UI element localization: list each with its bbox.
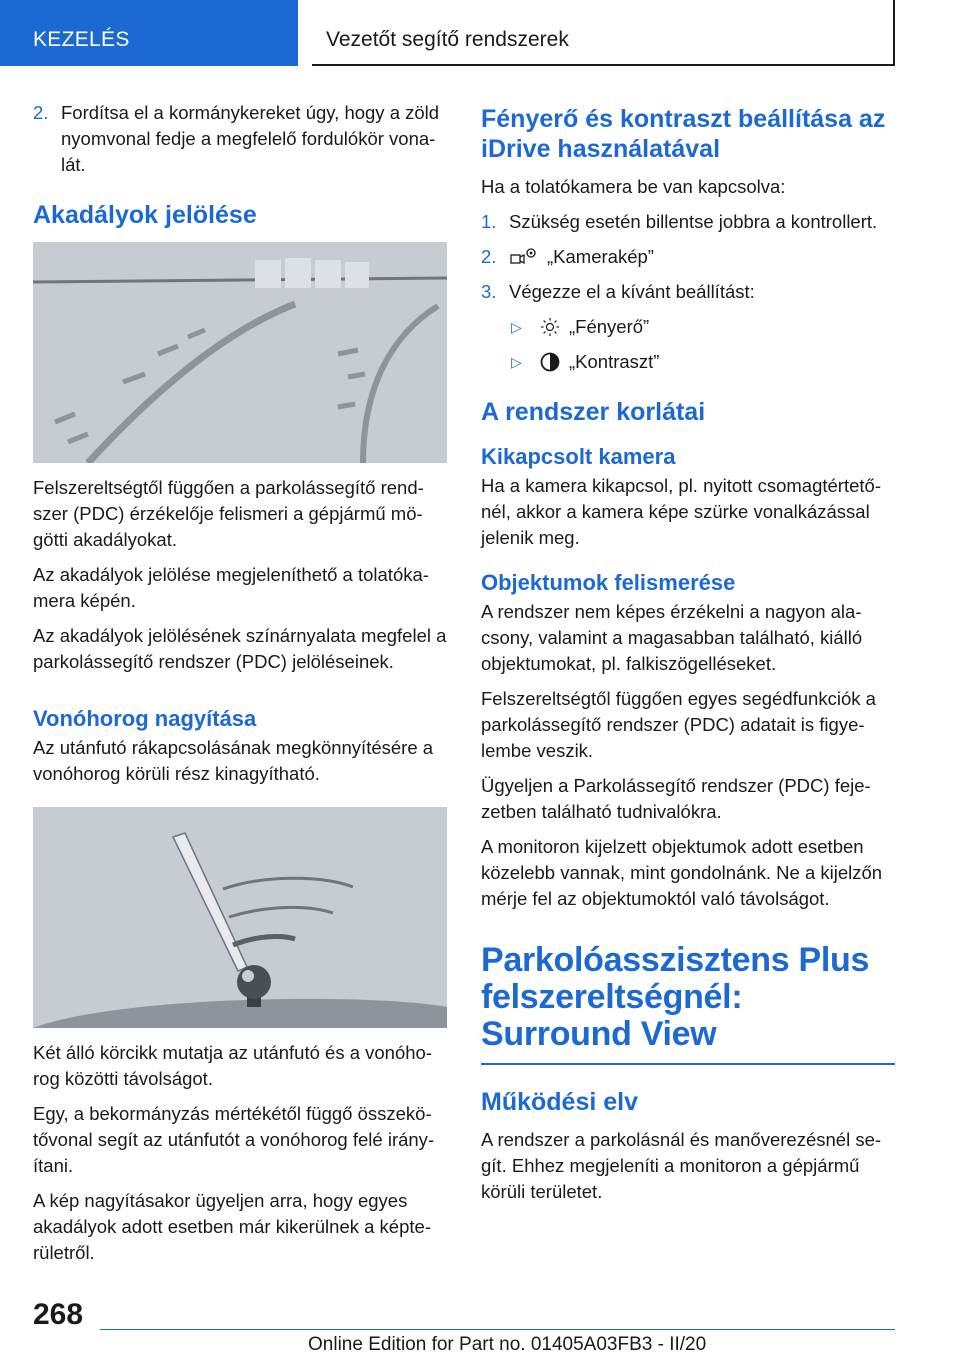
camera-settings-icon bbox=[509, 244, 547, 270]
header-chapter-label: Vezetőt segítő rendszerek bbox=[326, 28, 569, 51]
bullet-text: „Fényerő” bbox=[569, 316, 650, 337]
step-number: 3. bbox=[481, 281, 497, 302]
obstacle-marking-figure bbox=[33, 242, 447, 463]
paragraph: Felszereltségtől függően egyes segédfunkciók a parkolássegítő rendszer (PDC) adatait is figyelembe veszik. bbox=[481, 688, 876, 761]
left-column bbox=[33, 100, 449, 1275]
section-heading-brightness: Fényerő és kontraszt beállítása az iDrive használatával bbox=[481, 105, 886, 163]
paragraph: Ha a tolatókamera be van kapcsolva: bbox=[481, 176, 786, 197]
paragraph: A monitoron kijelzett objektumok adott esetben közelebb vannak, mint gondolnánk. Ne a kijelzőn mérje fel az objektumoktól való távolságot. bbox=[481, 836, 883, 909]
header-chapter-box bbox=[312, 0, 895, 66]
obstacle-marking-illustration bbox=[33, 242, 447, 463]
paragraph: A rendszer nem képes érzékelni a nagyon alacsony, valamint a magasabban található, kiálló objektumokat, pl. falkiszögelléseket. bbox=[481, 601, 863, 674]
footer-edition-text: Online Edition for Part no. 01405A03FB3 - II/20 bbox=[308, 1334, 707, 1355]
section-heading-principle: Működési elv bbox=[481, 1088, 638, 1116]
triangle-bullet-icon: ▷ bbox=[511, 354, 522, 370]
header-section-label: KEZELÉS bbox=[33, 28, 130, 51]
step-number: 2. bbox=[33, 102, 49, 123]
step-text: Végezze el a kívánt beállítást: bbox=[509, 281, 755, 302]
contrast-icon bbox=[539, 351, 569, 373]
paragraph: Ügyeljen a Parkolássegítő rendszer (PDC) fejezetben található tudnivalókra. bbox=[481, 775, 871, 822]
bullet-text: „Kontraszt” bbox=[569, 351, 660, 372]
chapter-heading-surround-view: Parkolóasszisztens Plus felszereltségnél: Surround View bbox=[481, 941, 870, 1053]
bullet-item bbox=[481, 349, 895, 375]
paragraph: Felszereltségtől függően a parkolássegítő rendszer (PDC) érzékelője felismeri a gépjármű mögötti akadályokat. bbox=[33, 477, 424, 550]
step-text: Fordítsa el a kormánykereket úgy, hogy a zöld nyomvonal fedje a megfelelő fordulókör vonalát. bbox=[61, 102, 440, 175]
paragraph: A rendszer a parkolásnál és manőverezésnél segít. Ehhez megjeleníti a monitoron a gépjármű körüli területet. bbox=[481, 1129, 882, 1202]
step-text: Szükség esetén billentse jobbra a kontrollert. bbox=[509, 211, 878, 232]
page-number: 268 bbox=[33, 1298, 84, 1331]
step-text: „Kamerakép” bbox=[547, 246, 654, 267]
section-heading-obstacles: Akadályok jelölése bbox=[33, 201, 257, 229]
section-heading-limits: A rendszer korlátai bbox=[481, 398, 706, 426]
step-number: 1. bbox=[481, 211, 497, 232]
hitch-zoom-illustration bbox=[33, 807, 447, 1028]
subsection-heading-objects: Objektumok felismerése bbox=[481, 570, 736, 595]
footer-divider bbox=[100, 1329, 895, 1330]
paragraph: Ha a kamera kikapcsol, pl. nyitott csomagtértetőnél, akkor a kamera képe szürke vonalkázással jelenik meg. bbox=[481, 475, 881, 548]
paragraph: Két álló körcikk mutatja az utánfutó és a vonóhorog közötti távolságot. bbox=[33, 1042, 433, 1089]
sun-icon bbox=[539, 316, 569, 338]
step-item bbox=[481, 244, 895, 270]
step-item bbox=[481, 279, 895, 305]
triangle-bullet-icon: ▷ bbox=[511, 319, 522, 335]
right-column bbox=[481, 100, 895, 1214]
header-section-tab bbox=[0, 0, 298, 66]
paragraph: Az utánfutó rákapcsolásának megkönnyítésére a vonóhorog körüli rész kinagyítható. bbox=[33, 737, 434, 784]
step-item bbox=[481, 209, 895, 235]
paragraph: A kép nagyításakor ügyeljen arra, hogy egyes akadályok adott esetben már kikerülnek a képterületről. bbox=[33, 1190, 431, 1263]
paragraph: Az akadályok jelölésének színárnyalata megfelel a parkolássegítő rendszer (PDC) jelöléseinek. bbox=[33, 625, 447, 672]
paragraph: Egy, a bekormányzás mértékétől függő összekötővonal segít az utánfutót a vonóhorog felé irányítani. bbox=[33, 1103, 435, 1176]
bullet-item bbox=[481, 314, 895, 340]
step-number: 2. bbox=[481, 246, 497, 267]
step-item bbox=[33, 100, 449, 178]
hitch-zoom-figure bbox=[33, 807, 447, 1028]
heading-divider bbox=[481, 1063, 895, 1065]
section-heading-hitch: Vonóhorog nagyítása bbox=[33, 706, 257, 731]
paragraph: Az akadályok jelölése megjeleníthető a tolatókamera képén. bbox=[33, 564, 429, 611]
subsection-heading-camera-off: Kikapcsolt kamera bbox=[481, 444, 676, 469]
